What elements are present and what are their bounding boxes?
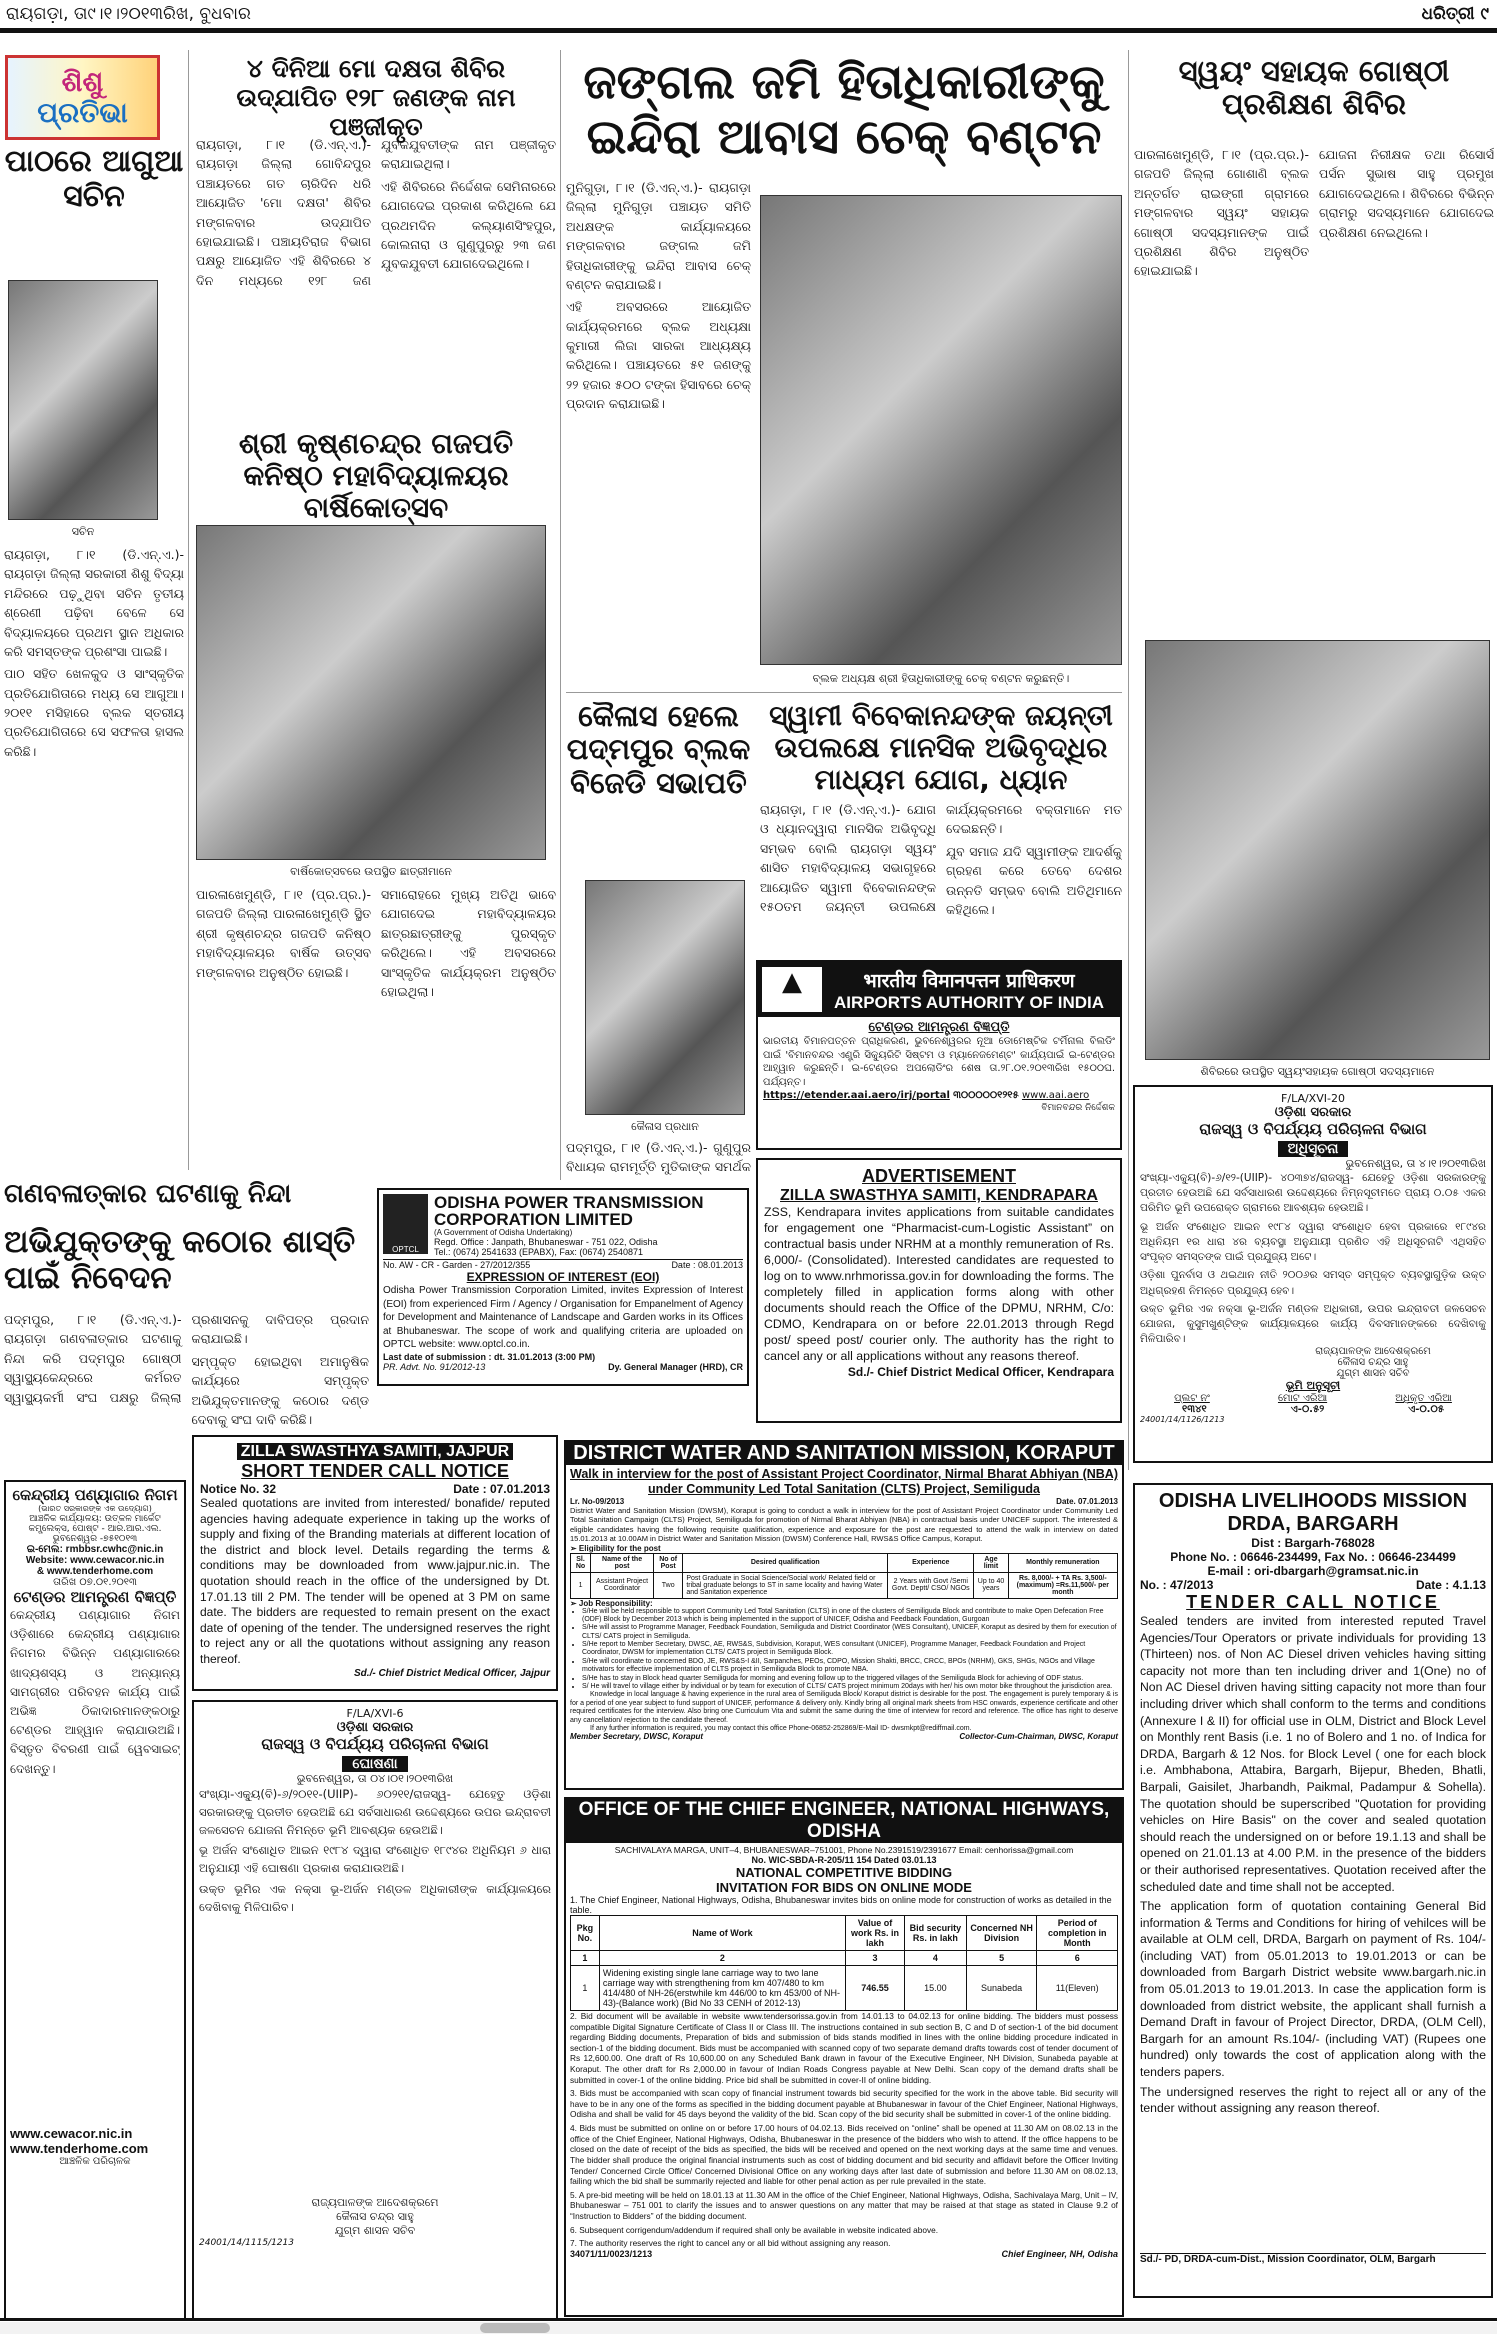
col: 4	[904, 1951, 966, 1966]
college-photo	[196, 525, 546, 860]
divider	[1128, 50, 1129, 1470]
divider	[560, 50, 561, 1180]
col: Desired qualification	[683, 1553, 888, 1572]
aai-title: AIRPORTS AUTHORITY OF INDIA	[833, 992, 1105, 1012]
col: Concerned NH Division	[966, 1916, 1037, 1951]
paragraph: ଏହି ଅବସରରେ ଆୟୋଜିତ କାର୍ଯ୍ୟକ୍ରମରେ ବ୍ଲକ ଅଧ୍ୟକ୍ଷା କୁମାରୀ ଲିଜା ସାରକା ଆଧ୍ୟକ୍ଷ୍ୟ କରିଥିଲେ। ପଞ୍ଚାୟତରେ ୫୧ ଜଣଙ୍କୁ ୨୨ ହଜାର ୫୦୦ ଟଙ୍କା ହିସାବରେ ଚେକ୍ ପ୍ରଦାନ କରାଯାଇଛି।	[566, 299, 751, 412]
paragraph: ପାରଳାଖେମୁଣ୍ଡି, ୮।୧ (ପ୍ର.ପ୍ର.)- ଗଜପତି ଜିଲ୍ଲା ପାରଳାଖେମୁଣ୍ଡି ସ୍ଥିତ ଶ୍ରୀ କୃଷ୍ଣଚନ୍ଦ୍ର ଗଜପତି କନିଷ୍ଠ ମହାବିଦ୍ୟାଳୟର ବାର୍ଷିକ ଉତ୍ସବ ମଙ୍ଗଳବାର ଅନୁଷ୍ଠିତ ହୋଇଛି।	[196, 887, 371, 980]
gana-body	[4, 1310, 369, 1430]
footer-rule	[0, 2318, 1497, 2321]
scrollbar-thumb[interactable]	[480, 2323, 550, 2333]
paragraph: ସଂଖ୍ୟା-ଏକ୍ୟୁ(ବି)-୬/୨୦୧୧-(UIIP)- ୬୦୨୧୧/ରାଜସ୍ୱ- ଯେହେତୁ ଓଡ଼ିଶା ସରକାରଙ୍କୁ ପ୍ରତୀତ ହେଉଅଛି ଯେ ସର୍ବସାଧାରଣ ଉଦ୍ଦେଶ୍ୟରେ ଉପର ଇନ୍ଦ୍ରାବତୀ ଜଳସେଚନ ଯୋଜନା ନିମନ୍ତେ ଭୂମି ଆବଶ୍ୟକ ହେଉଅଛି।	[199, 1787, 551, 1837]
paragraph: ରାୟଗଡ଼ା, ୮।୧ (ଡି.ଏନ୍.ଏ.)- ଯୋଗ ଓ ଧ୍ୟାନଦ୍ୱାରା ମାନସିକ ଅଭିବୃଦ୍ଧି ସମ୍ଭବ ବୋଲି ରାୟଗଡ଼ା ସ୍ୱୟଂ ଶାସିତ ମହାବିଦ୍ୟାଳୟ ସଭାଗୃହରେ ଆୟୋଜିତ ସ୍ୱାମୀ ବିବେକାନନ୍ଦଙ୍କ ୧୫୦ତମ ଜୟନ୍ତୀ ଉପଲକ୍ଷେ କାର୍ଯ୍ୟକ୍ରମରେ ବକ୍ତାମାନେ ମତ ଦେଇଛନ୍ତି।	[760, 802, 1122, 914]
header-rule	[0, 28, 1497, 33]
table-colnums	[571, 1951, 1118, 1966]
aai-site[interactable]: www.aai.aero	[1021, 1090, 1090, 1101]
nh-org: OFFICE OF THE CHIEF ENGINEER, NATIONAL HIGHWAYS, ODISHA	[566, 1799, 1122, 1843]
nh-title2: INVITATION FOR BIDS ON ONLINE MODE	[716, 1880, 972, 1895]
dwsm-ad	[564, 1440, 1124, 1790]
gana-headline2: ଅଭିଯୁକ୍ତଙ୍କୁ କଠୋର ଶାସ୍ତି ପାଇଁ ନିବେଦନ	[4, 1224, 356, 1296]
paragraph: ଭୂ ଅର୍ଜନ ସଂଶୋଧିତ ଆଇନ ୧୯୮୪ ଦ୍ୱାରା ସଂଶୋଧିତ ୧୮୯୪ର ଅଧିନିୟମ ୬ ଧାରା ଅନୁଯାୟୀ ଏହି ଘୋଷଣା ପ୍ରକାଶ କରାଯାଉଅଛି।	[199, 1843, 551, 1876]
col: 5	[966, 1951, 1037, 1966]
notice20-code: F/LA/XVI-20	[1281, 1092, 1345, 1105]
swayam-caption: ଶିବିରରେ ଉପସ୍ଥିତ ସ୍ୱୟଂସହାୟକ ଗୋଷ୍ଠୀ ସଦସ୍ୟମାନେ	[1200, 1065, 1435, 1078]
paragraph: • S/He will assist to Programme Manager, Feedback Foundation, Semiliguda and District Coordinator (WES Consultant), UNICEF, Koraput as desired by them for execution of CLTS/ CATS project in Semiliguda.	[582, 1624, 1118, 1641]
aai-subtitle: ଟେଣ୍ଡର ଆମନ୍ତ୍ରଣ ବିଜ୍ଞପ୍ତି	[868, 1020, 1010, 1035]
paragraph: ଉକ୍ତ ଭୂମିର ଏକ ନକ୍ସା ଭୂ-ଅର୍ଜନ ମଣ୍ଡଳ ଅଧିକାରୀଙ୍କ କାର୍ଯ୍ୟାଳୟରେ ଦେଖିବାକୁ ମିଳିପାରିବ।	[199, 1882, 551, 1914]
college-caption: ବାର୍ଷିକୋତ୍ସବରେ ଉପସ୍ଥିତ ଛାତ୍ରୀମାନେ	[290, 865, 452, 878]
kendrapara-title: ADVERTISEMENT	[861, 1166, 1016, 1186]
table-header	[571, 1553, 1118, 1572]
gana-headline: ଗଣବଳାତ୍କାର ଘଟଣାକୁ ନିନ୍ଦା	[4, 1179, 292, 1209]
dwsm-contact: If any further information is required, you may contact this office Phone-06852-252869/E-Mail ID- dwsmkpt@rediffmail.com.	[590, 1724, 972, 1732]
swayam-body	[1134, 145, 1494, 635]
jungle-photo	[760, 195, 1122, 665]
swayam-headline: ସ୍ୱୟଂ ସହାୟକ ଗୋଷ୍ଠୀ ପ୍ରଶିକ୍ଷଣ ଶିବିର	[1178, 54, 1450, 122]
notice20-dept: ରାଜସ୍ୱ ଓ ବିପର୍ଯ୍ୟୟ ପରିଚାଳନା ବିଭାଗ	[1199, 1120, 1427, 1138]
col: ଅଧିକୃତ ଏରିଆ	[1395, 1393, 1452, 1404]
paragraph: The application form of quotation containing General Bid information & Terms and Conditions for hiring of vehilces will be available at OLM cell, DRDA, Bargarh on payment of Rs. 104/- (including VAT) from 05.01.2013 to 19.01.2013 or can be downloaded from Bargarh District website www.bargarh.nic.in from 05.01.2013 to 19.01.2013. In case the application form is downloaded from district website, the applicant shall furnish a Demand Draft in favour of Project Director, DRDA, (OLM Cell), Bargarh for an amount Rs.104/- (including VAT) (Rupees one hundred) only towards the cost of application along with the tenders papers.	[1140, 1899, 1486, 2080]
notice6-sign3: ଯୁଗ୍ମ ଶାସନ ସଚିବ	[334, 2224, 416, 2237]
page-label: ଧରିତ୍ରୀ ୯	[1421, 4, 1489, 24]
dateline: ରାୟଗଡ଼ା, ତା୯।୧।୨୦୧୩ରିଖ, ବୁଧବାର	[6, 4, 251, 24]
kendrapara-org: ZILLA SWASTHYA SAMITI, KENDRAPARA	[780, 1187, 1098, 1204]
cell: ଏ-୦.୦୫	[1408, 1404, 1444, 1415]
paragraph: ପଦ୍ମପୁର, ୮।୧ (ଡି.ଏନ୍.ଏ.)- ରାୟଗଡ଼ା ଗଣବଳାତ୍କାର ଘଟଣାକୁ ନିନ୍ଦା କରି ପଦ୍ମପୁର ଗୋଷ୍ଠୀ ସ୍ୱାସ୍ଥ୍ୟକେନ୍ଦ୍ରରେ କର୍ମରତ ସ୍ୱାସ୍ଥ୍ୟକର୍ମୀ ସଂଘ ପକ୍ଷରୁ ଜିଲ୍ଲା ପ୍ରଶାସନକୁ ଦାବିପତ୍ର ପ୍ରଦାନ କରାଯାଇଛି।	[4, 1312, 369, 1405]
col: Value of work Rs. in lakh	[845, 1916, 904, 1951]
notice-6	[192, 1700, 558, 2320]
col: 6	[1037, 1951, 1118, 1966]
olm-title: TENDER CALL NOTICE	[1186, 1592, 1440, 1612]
col: Name of Work	[599, 1916, 845, 1951]
cwc-sign: ଆଞ୍ଚଳିକ ପରିଚାଳକ	[59, 2156, 131, 2167]
paragraph: ପଦ୍ମପୁର, ୮।୧ (ଡି.ଏନ୍.ଏ.)- ଗୁଣୁପୁର ବିଧାୟକ ରାମମୂର୍ତ୍ତି ମୁତିକାଙ୍କ ସମର୍ଥକ	[566, 1140, 751, 1175]
shishu-pratibha-logo	[5, 55, 160, 140]
col: 3	[845, 1951, 904, 1966]
jajpur-sign: Sd./- Chief District Medical Officer, Jajpur	[354, 1667, 550, 1679]
olm-date: Date : 4.1.13	[1415, 1578, 1486, 1592]
paragraph: ଉକ୍ତ ଭୂମିର ଏକ ନକ୍ସା ଭୂ-ଅର୍ଜନ ମଣ୍ଡଳ ଅଧିକାରୀ, ଉପର ଇନ୍ଦ୍ରାବତୀ ଜଳସେଚନ ଯୋଜନା, କୁସୁମଖୁଣ୍ଟିଙ୍କ କାର୍ଯ୍ୟାଳୟରେ କାର୍ଯ୍ୟ ଦିବସମାନଙ୍କରେ ଦେଖିବାକୁ ମିଳିପାରିବ।	[1140, 1302, 1486, 1346]
nh-ref: 34071/11/0023/1213	[570, 2248, 653, 2259]
divider	[188, 50, 189, 1170]
cell: 1	[571, 1966, 600, 2011]
logo-top: ଶିଶୁ	[61, 64, 104, 98]
kendrapara-body: ZSS, Kendrapara invites applications from suitable candidates for engagement one “Pharmacist-cum-Logistic Assistant” on contractual basis under NRHM at a monthly remuneration of Rs. 6,000/- (Consolidated). Interested candidates are requested to log on to www.nrhmorissa.gov.in for downloading the forms. The completely filled in application forms along with other documents should reach the Office of the DPMU, NRHM, C/o: CDMO, Kendrapara on or before 22.01.2013 through Regd post/ speed post/ courier only. The authority has the right to cancel any or all applications without any reasons thereof.	[764, 1205, 1114, 1363]
nh-no: No. WIC-SBDA-R-205/11 154 Dated 03.01.13	[751, 1855, 937, 1865]
paragraph: ଏହି ଶିବିରରେ ନିର୍ଦ୍ଦେଶକ ସେମିନାରରେ ଯୋଗଦେଇ ପ୍ରକାଶ କରିଥିଲେ ଯେ ପ୍ରଥମଦିନ କଲ୍ୟାଣସିଂହପୁର, କୋଲନାରା ଓ ଗୁଣୁପୁରରୁ ୨୩ ଜଣ ଯୁବକଯୁବତୀ ଯୋଗଦେଇଥିଲେ।	[381, 178, 556, 272]
nh-ad	[564, 1797, 1124, 2317]
col: 1	[571, 1951, 600, 1966]
paragraph: ପାରଳାଖେମୁଣ୍ଡି, ୮।୧ (ପ୍ର.ପ୍ର.)- ଗଜପତି ଜିଲ୍ଲା ଗୋଶାଣି ବ୍ଲକ ଅନ୍ତର୍ଗତ ରାଇଙ୍ଗୀ ଗ୍ରାମରେ ମଙ୍ଗଳବାର ସ୍ୱୟଂ ସହାୟକ ଗୋଷ୍ଠୀ ସଦସ୍ୟମାନଙ୍କ ପାଇଁ ପ୍ରଶିକ୍ଷଣ ଶିବିର ଅନୁଷ୍ଠିତ ହୋଇଯାଇଛି।	[1134, 147, 1309, 279]
kailash-headline: କୈଳାସ ହେଲେ ପଦ୍ମପୁର ବ୍ଲକ ବିଜେଡି ସଭାପତି	[566, 699, 751, 800]
notice20-sign2: କୈଳାସ ଚନ୍ଦ୍ର ସାହୁ	[1337, 1357, 1409, 1368]
dwsm-resp-title: ➢ Job Responsibility:	[570, 1598, 653, 1608]
notice6-body	[199, 1786, 551, 2196]
col: ପ୍ଲଟ ନଂ	[1174, 1393, 1210, 1404]
olm-paras	[1140, 1613, 1486, 2253]
olm-org1: ODISHA LIVELIHOODS MISSION	[1158, 1490, 1468, 1512]
daksha-headline: ୪ ଦିନିଆ ମୋ ଦକ୍ଷତା ଶିବିର ଉଦ୍‌ଯାପିତ ୧୨୮ ଜଣଙ୍କ ନାମ ପଞ୍ଜୀକୃତ	[236, 54, 516, 141]
paragraph: ରାୟଗଡ଼ା, ୮।୧ (ଡି.ଏନ୍.ଏ.)- ରାୟଗଡ଼ା ଜିଲ୍ଲା ଗୋବିନ୍ଦପୁର ପଞ୍ଚାୟତରେ ଗତ ଚାରିଦିନ ଧରି ଆୟୋଜିତ 'ମୋ ଦକ୍ଷତା' ଶିବିର ମଙ୍ଗଳବାର ଉଦ୍‌ଯାପିତ ହୋଇଯାଇଛି। ପଞ୍ଚାୟତିରାଜ ବିଭାଗ ପକ୍ଷରୁ ଆୟୋଜିତ ଏହି ଶିବିରରେ ୪ ଦିନ ମଧ୍ୟରେ ୧୨୮ ଜଣ ଯୁବକଯୁବତୀଙ୍କ ନାମ ପଞ୍ଜୀକୃତ କରାଯାଇଥିଲା।	[196, 137, 556, 288]
nh-p1: 1. The Chief Engineer, National Highways, Odisha, Bhubaneswar invites bids on online mode for construction of works as detailed in the table.	[570, 1895, 1112, 1915]
paragraph: ସମାରୋହରେ ମୁଖ୍ୟ ଅତିଥି ଭାବେ ଯୋଗଦେଇ ମହାବିଦ୍ୟାଳୟର ଛାତ୍ରଛାତ୍ରୀଙ୍କୁ ପୁରସ୍କୃତ କରିଥିଲେ। ଏହି ଅବସରରେ ସାଂସ୍କୃତିକ କାର୍ଯ୍ୟକ୍ରମ ଅନୁଷ୍ଠିତ ହୋଇଥିଲା।	[381, 887, 556, 999]
nh-table	[570, 1915, 1118, 2011]
divider	[566, 692, 1122, 693]
dwsm-org: DISTRICT WATER AND SANITATION MISSION, KORAPUT	[566, 1442, 1122, 1465]
paragraph: 2. Bid document will be available in website www.tendersorissa.gov.in from 14.01.13 to 04.02.13 for online bidding. The bidders must possess compatible Digital Signature Certificate of Class II or Class III. The instructions contained in sub section B, C and D of section-1 of the bid document regarding Bidding documents, Preparation of bids and submission of bids stands modified in lines with the online bidding procedure indicated in section-1 of the bidding document. Bids must be accompanied with scanned copy of two separate demand drafts towards cost of tender document of Rs 12,600.00. One draft of Rs 10,600.00 on any Scheduled Bank drawn in favour of the Executive Engineer, NH Division, Sunabeda payable at Koraput. The other draft for Rs 2,000.00 in favour of Indian Roads Congress payable at New Delhi. Scan copy of the demand drafts shall be submitted in cover-1 of the online bidding. Price bid shall be submitted in cover-II of online bidding.	[570, 2011, 1118, 2085]
swami-body	[760, 800, 1122, 950]
cell: Post Graduate in Social Science/Social work/ Related field or tribal graduate belongs to ST in same locality and having Water and Sanitation experience	[683, 1572, 888, 1598]
cwc-date: ତାରିଖ ୦୭.୦୧.୨୦୧୩	[53, 1577, 137, 1588]
cell: Two	[654, 1572, 683, 1598]
notice6-code: F/LA/XVI-6	[346, 1707, 404, 1720]
cell: Up to 40 years	[974, 1572, 1008, 1598]
olm-dist: Dist : Bargarh-768028	[1251, 1536, 1375, 1550]
optcl-date: Date : 08.01.2013	[671, 1260, 743, 1270]
nh-sign: Chief Engineer, NH, Odisha	[1001, 2248, 1118, 2259]
col: Sl. No	[571, 1553, 591, 1572]
paragraph: 6. Subsequent corrigendum/addendum if required shall only be available in website indicated above.	[570, 2224, 939, 2235]
jajpur-no: Notice No. 32	[200, 1482, 277, 1496]
cwc-web3[interactable]: www.cewacor.nic.in	[10, 2126, 133, 2141]
notice20-sign1: ରାଜ୍ୟପାଳଙ୍କ ଆଦେଶକ୍ରମେ	[1315, 1346, 1431, 1357]
paragraph: ପାଠ ସହିତ ଖେଳକୁଦ ଓ ସାଂସ୍କୃତିକ ପ୍ରତିଯୋଗିତାରେ ମଧ୍ୟ ସେ ଆଗୁଆ। ୨୦୧୧ ମସିହାରେ ବ୍ଲକ ସ୍ତରୀୟ ପ୍ରତିଯୋଗିତାରେ ସେ ସଫଳତା ହାସଲ କରିଛି।	[4, 666, 184, 759]
jajpur-title: SHORT TENDER CALL NOTICE	[241, 1461, 509, 1481]
shishu-body	[4, 545, 184, 1145]
cell: Widening existing single lane carriage way to two lane carriage way with strengthening from km 407/480 to km 414/480 of NH-26(erstwhile km 446/00 to km 453/00 of NH-43)-(Balance work) (Bid No 33 CENH of 2012-13)	[599, 1966, 845, 2011]
notice20-sign3: ଯୁଗ୍ମ ଶାସନ ସଚିବ	[1336, 1368, 1410, 1379]
notice6-sign1: ରାଜ୍ୟପାଳଙ୍କ ଆଦେଶକ୍ରମେ	[311, 2196, 439, 2209]
swayam-photo	[1145, 640, 1490, 1060]
col: 2	[599, 1951, 845, 1966]
cell: 11(Eleven)	[1037, 1966, 1118, 2011]
paragraph: ରାୟଗଡ଼ା, ୮।୧ (ଡି.ଏନ୍.ଏ.)- ରାୟଗଡ଼ା ଜିଲ୍ଲା ସରକାରୀ ଶିଶୁ ବିଦ୍ୟା ମନ୍ଦିରରେ ପଢ଼ୁଥିବା ସଚିନ ତୃତୀୟ ଶ୍ରେଣୀ ପଢ଼ିବା ବେଳେ ସେ ବିଦ୍ୟାଳୟରେ ପ୍ରଥମ ସ୍ଥାନ ଅଧିକାର କରି ସମସ୍ତଙ୍କ ପ୍ରଶଂସା ପାଇଛି।	[4, 547, 184, 659]
optcl-sub: (A Government of Odisha Undertaking)	[434, 1228, 573, 1237]
logo-bottom: ପ୍ରତିଭା	[37, 95, 128, 129]
cwc-addr: ଆଞ୍ଚଳିକ କାର୍ଯ୍ୟାଳୟ: ଉତ୍କଳ ମାର୍କେଟ କମ୍ପ୍ଲେକ୍ସ, ପୋଷ୍ଟ - ଆର.ଆର.ଏଲ. ଭୁବନେଶ୍ୱର -୭୫୧୦୧୩	[28, 1514, 162, 1544]
aai-sign: ବିମାନବନ୍ଦର ନିର୍ଦ୍ଦେଶକ	[1041, 1102, 1115, 1113]
cwc-sub: (ଭାରତ ସରକାରଙ୍କ ଏକ ଉଦ୍ୟୋଗ)	[38, 1504, 152, 1513]
notice6-dept: ରାଜସ୍ୱ ଓ ବିପର୍ଯ୍ୟୟ ପରିଚାଳନା ବିଭାଗ	[261, 1735, 489, 1753]
paragraph: • S/He report to Member Secretary, DWSC, AE, RWS&S, Subdivision, Koraput, WES consultant (UNICEF), Programme Manager, Feedback Foundation and Project Coordinator, DWSM for implementation CLTS/ CATS project in Semiliguda Block.	[582, 1641, 1118, 1658]
col: Bid security Rs. in lakh	[904, 1916, 966, 1951]
shishu-headline: ପାଠରେ ଆଗୁଆ ସଚିନ	[4, 144, 184, 214]
aai-link[interactable]: https://etender.aai.aero/irj/portal	[763, 1090, 950, 1101]
optcl-pr: PR. Advt. No. 91/2012-13	[383, 1361, 486, 1372]
optcl-body: Odisha Power Transmission Corporation Limited, invites Expression of Interest (EOI) from experienced Firm / Agency / Organisation for Empanelment of Agency for Development and Maintenance of Landscape and Garden works in its Offices at Bhubaneswar. The scope of work and qualifying criteria are uploaded on OPTCL website: www.optcl.co.in.	[383, 1285, 743, 1350]
paragraph: • S/He will be held responsible to support Community Led Total Sanitation (CLTS) in one of the clusters of Semiliguda Block and contribute to make Open Defecation Free (ODF) Block by December 2013 which is being implemented in the support of UNICEF, Odisha and Feedback Foundation, Gurgoan	[582, 1608, 1118, 1625]
paragraph: ଓଡ଼ିଶା ପୁନର୍ବାସ ଓ ଥଇଥାନ ନୀତି ୨୦୦୬ର ସମସ୍ତ ସମ୍ପୃକ୍ତ ବ୍ୟବସ୍ଥାଗୁଡ଼ିକ ଉକ୍ତ ଅଧିଗ୍ରହଣ ନିମନ୍ତେ ପ୍ରଯୁଜ୍ୟ ହେବ।	[1140, 1269, 1486, 1297]
optcl-title: EXPRESSION OF INTEREST (EOI)	[466, 1270, 660, 1284]
jungle-headline: ଜଙ୍ଗଲ ଜମି ହିତାଧିକାରୀଙ୍କୁ ଇନ୍ଦିରା ଆବାସ ଚେକ୍ ବଣ୍ଟନ	[583, 54, 1105, 166]
sachin-photo	[8, 280, 158, 520]
college-body	[196, 885, 556, 1170]
college-headline: ଶ୍ରୀ କୃଷ୍ଣଚନ୍ଦ୍ର ଗଜପତି କନିଷ୍ଠ ମହାବିଦ୍ୟାଳୟର ବାର୍ଷିକୋତ୍ସବ	[238, 427, 514, 525]
paragraph: 3. Bids must be accompanied with scan copy of financial instrument towards bid security specified for the work in the above table. Bid security will have to be in any one of the forms as specified in the bidding document payable at Bhubaneswar in favour of the Chief Engineer, National Highways, Odisha and shall be valid for 45 days beyond the validity of the bid. Scan copy of the bid security shall be submitted in cover-1 of the online bidding.	[570, 2088, 1118, 2120]
sachin-caption: ସଚିନ	[71, 525, 95, 538]
jungle-caption: ବ୍ଲକ ଅଧ୍ୟକ୍ଷ ଶ୍ରୀ ହିତାଧିକାରୀଙ୍କୁ ଚେକ୍ ବଣ୍ଟନ କରୁଛନ୍ତି।	[812, 672, 1070, 685]
swami-headline: ସ୍ୱାମୀ ବିବେକାନନ୍ଦଙ୍କ ଜୟନ୍ତୀ ଉପଲକ୍ଷେ ମାନସିକ ଅଭିବୃଦ୍ଧିର ମାଧ୍ୟମ ଯୋଗ, ଧ୍ୟାନ	[769, 699, 1113, 797]
aai-logo-icon: ▲	[762, 967, 822, 1012]
cwc-email: ଇ-ମେଲ: rmbbsr.cwhc@nic.in	[26, 1544, 164, 1555]
paragraph: 5. A pre-bid meeting will be held on 18.01.13 at 11.30 AM in the office of the Chief Engineer, National Highways, Odisha, Sachivalaya Marg, Unit – IV, Bhubaneswar – 751 001 to clarify the issues and to answer questions on any matter that may be raised at that stage as stated in Clause 9.2 of “Instruction to Bidders” of the bidding document.	[570, 2189, 1118, 2221]
jajpur-date: Date : 07.01.2013	[453, 1482, 550, 1496]
aai-body: ଭାରତୀୟ ବିମାନପତ୍ତନ ପ୍ରାଧିକରଣ, ଭୁବନେଶ୍ୱରର ନୂଆ ଡୋମେଷ୍ଟିକ ଟର୍ମିନାଲ ବିଲଡିଂ ପାଇଁ 'ବିମାନବନ୍ଦର ଏଣ୍ଟ୍ରି ସିକ୍ୟୁରିଟି ସିଷ୍ଟମ ଓ ମ୍ୟାନେଜମେଣ୍ଟ' କାର୍ଯ୍ୟପାଇଁ ଇ-ଟେଣ୍ଡର ଆହ୍ୱାନ କରୁଛନ୍ତି। ଇ-ଟେଣ୍ଡର ଅପଲୋଡିଂର ଶେଷ ତା.୨୮.୦୧.୨୦୧୩ରିଖ ୧୫୦୦ଘ. ପର୍ଯ୍ୟନ୍ତ।	[763, 1036, 1115, 1088]
kailash-body	[566, 1138, 751, 1178]
col: Experience	[888, 1553, 974, 1572]
cell: 2 Years with Govt /Semi Govt. Deptt/ CSO/ NGOs	[888, 1572, 974, 1598]
cell: ୧୩୪୧	[1182, 1404, 1207, 1415]
olm-email: E-mail : ori-dbargarh@gramsat.nic.in	[1207, 1564, 1419, 1578]
notice6-sign2: କୈଳାସ ଚନ୍ଦ୍ର ସାହୁ	[336, 2210, 414, 2223]
optcl-last: Last date of submission : dt. 31.01.2013 (3:00 PM)	[383, 1351, 596, 1362]
cwc-web[interactable]: Website: www.cewacor.nic.in	[25, 1555, 165, 1566]
optcl-no: No. AW - CR - Garden - 27/2012/355	[383, 1260, 531, 1270]
notice20-date: ଭୁବନେଶ୍ୱର, ତା ୪।୧।୨୦୧୩ରିଖ	[1345, 1157, 1486, 1170]
cwc-org: କେନ୍ଦ୍ରୀୟ ପଣ୍ୟାଗାର ନିଗମ	[12, 1486, 178, 1504]
cell: 746.55	[845, 1966, 904, 2011]
optcl-logo: OPTCL	[383, 1194, 428, 1254]
col: Age limit	[974, 1553, 1008, 1572]
cwc-ad	[4, 1480, 186, 2320]
nh-addr: SACHIVALAYA MARGA, UNIT–4, BHUBANESWAR–751001, Phone No.2391519/2391677 Email: cenhorissa@gmail.com	[614, 1845, 1074, 1855]
cwc-web4[interactable]: www.tenderhome.com	[10, 2141, 149, 2156]
dwsm-sign-left: Member Secretary, DWSC, Koraput	[570, 1731, 704, 1741]
cell: ଏ-୦.୫୨	[1290, 1404, 1325, 1415]
col: ମୋଟ ଏରିଆ	[1277, 1393, 1328, 1404]
jajpur-body: Sealed quotations are invited from interested/ bonafide/ reputed agencies having adequate experience in taking up the works of supply and fixing of the Branding materials at different location of the district and block level. Details regarding the terms & conditions may be downloaded from www.jajpur.nic.in. The quotation should reach in the office of the undersigned by Dt. 17.01.13 till 2 PM. The tender will be opened at 3 PM on same date. The bidders are requested to remain present on the exact date of opening of the tender. The undersigned reserves the right to reject any or all the quotations without assigning any reason thereof.	[200, 1496, 550, 1666]
dwsm-resp-list	[570, 1608, 1118, 1692]
dwsm-elig: ➢ Eligibility for the post	[570, 1543, 661, 1553]
paragraph: ସଂଖ୍ୟା-ଏକ୍ୟୁ(ବି)-୬/୧୨-(UIIP)- ୪୦୩୭୪/ରାଜସ୍ୱ- ଯେହେତୁ ଓଡ଼ିଶା ସରକାରଙ୍କୁ ପ୍ରତୀତ ହେଉଅଛି ଯେ ସର୍ବସାଧାରଣ ଉଦ୍ଦେଶ୍ୟରେ ନିମ୍ନସୂଚୀମତେ ପ୍ରାୟ ୦.୦୫ ଏକର ପରିମିତ ଭୂମି ଉପରୋକ୍ତ ଗ୍ରାମରେ ଆବଶ୍ୟକ ହେଉଅଛି।	[1140, 1172, 1486, 1215]
paragraph: ଯୁବ ସମାଜ ଯଦି ସ୍ୱାମୀଙ୍କ ଆଦର୍ଶକୁ ଗ୍ରହଣ କରେ ତେବେ ଦେଶର ଉନ୍ନତି ସମ୍ଭବ ବୋଲି ଅତିଥିମାନେ କହିଥିଲେ।	[946, 843, 1122, 917]
paragraph: 7. The authority reserves the right to cancel any or all bid without assigning any reason.	[570, 2238, 891, 2249]
optcl-name2: CORPORATION LIMITED	[434, 1210, 633, 1229]
dwsm-no: Lr. No-09/2013	[570, 1497, 625, 1506]
cwc-title: ଟେଣ୍ଡର ଆମନ୍ତ୍ରଣ ବିଜ୍ଞପ୍ତି	[13, 1588, 177, 1606]
olm-org2: DRDA, BARGARH	[1227, 1513, 1399, 1535]
jajpur-org: ZILLA SWASTHYA SAMITI, JAJPUR	[237, 1443, 513, 1460]
cell: Sunabeda	[966, 1966, 1037, 2011]
olm-ad	[1133, 1483, 1493, 2298]
paragraph: 4. Bids must be submitted on online on or before 17.00 hours of 04.02.13. Bids received on “online” shall be opened at 11.30 AM on 08.02.13 in the office of the Chief Engineer, National Highways, Odisha, Bhubaneswar in the presence of the bidders who wish to attend. If the office happens to be closed on the date of receipt of the bids as specified, the bids will be received and opened on the next working days at the same time and venues. The bidder shall produce the original financial instruments such as cost of bidding document and bid security and affidavit before the Officer Inviting Tender/ Concerned Circle Office/ Concerned Divisional Office on any working days after last date of submission and before 11.30 AM on 08.02.13, failing which the bid shall be summarily rejected and liable for other penal action as per rule prevailed in the state.	[570, 2123, 1118, 2187]
nh-points	[570, 2011, 1118, 2249]
optcl-tel: Tel.: (0674) 2541633 (EPABX), Fax: (0674) 2540871	[434, 1247, 643, 1257]
optcl-name1: ODISHA POWER TRANSMISSION	[434, 1193, 704, 1212]
horizontal-scrollbar[interactable]	[0, 2322, 1497, 2334]
cwc-web2[interactable]: & www.tenderhome.com	[36, 1566, 154, 1577]
aai-hindi: भारतीय विमानपत्तन प्राधिकरण	[863, 969, 1075, 992]
daksha-body	[196, 135, 556, 420]
kendrapara-sign: Sd./- Chief District Medical Officer, Kendrapara	[847, 1364, 1114, 1379]
cell: 15.00	[904, 1966, 966, 2011]
aai-ad	[756, 960, 1122, 1150]
dwsm-sign-right: Collector-Cum-Chairman, DWSC, Koraput	[959, 1731, 1118, 1741]
cell: Rs. 8,000/- + TA Rs. 3,500/- (maximum) =Rs.11,500/- per month	[1008, 1572, 1117, 1598]
dwsm-date: Date. 07.01.2013	[1056, 1497, 1118, 1506]
notice20-schedule-title: ଭୂମି ଅନୁସୂଚୀ	[1285, 1379, 1341, 1392]
col: Name of the post	[591, 1553, 654, 1572]
optcl-ad	[377, 1188, 749, 1386]
notice6-ref: 24001/14/1115/1213	[199, 2238, 294, 2248]
jungle-body	[566, 178, 751, 688]
col: Period of completion in Month	[1037, 1916, 1118, 1951]
cell: 1	[571, 1572, 591, 1598]
kailash-photo	[585, 880, 745, 1115]
notice6-title: ଘୋଷଣା	[342, 1756, 407, 1772]
paragraph: ମୁନିଗୁଡ଼ା, ୮।୧ (ଡି.ଏନ୍.ଏ.)- ରାୟଗଡ଼ା ଜିଲ୍ଲା ମୁନିଗୁଡ଼ା ପଞ୍ଚାୟତ ସମିତି ଅଧକ୍ଷଙ୍କ କାର୍ଯ୍ୟାଳୟରେ ମଙ୍ଗଳବାର ଜଙ୍ଗଲ ଜମି ହିତାଧିକାରୀଙ୍କୁ ଇନ୍ଦିରା ଆବାସ ଚେକ୍ ବଣ୍ଟନ କରାଯାଇଛି।	[566, 180, 751, 292]
table-header	[571, 1916, 1118, 1951]
paragraph: • S/He will coordinate to concerned BDO, JE, RWS&S-I &II, Sarpanches, PEOs, CDPO, Mission Shakti, BRCC, CRCC, BPOs (NRHM), GKS, SHGs, NGOs and Village motivators for effective implementation of CLTS project in Semiliguda Block to promote NBA.	[582, 1658, 1118, 1675]
optcl-sign: Dy. General Manager (HRD), CR	[608, 1361, 743, 1372]
notice6-date: ଭୁବନେଶ୍ୱର, ତା ୦୪।୦୧।୨୦୧୩ରିଖ	[296, 1772, 454, 1785]
nh-title1: NATIONAL COMPETITIVE BIDDING	[735, 1865, 953, 1880]
cwc-body: କେନ୍ଦ୍ରୀୟ ପଣ୍ୟାଗାର ନିଗମ ଓଡ଼ିଶାରେ କେନ୍ଦ୍ରୀୟ ପଣ୍ୟାଗାର ନିଗମର ବିଭିନ୍ନ ପଣ୍ୟାଗାରରେ ଖାଦ୍ୟଶସ୍ୟ ଓ ଅନ୍ୟାନ୍ୟ ସାମଗ୍ରୀର ପରିବହନ କାର୍ଯ୍ୟ ପାଇଁ ଅଭିଜ୍ଞ ଠିକାଦାରମାନଙ୍କଠାରୁ ଟେଣ୍ଡର ଆହ୍ୱାନ କରାଯାଉଅଛି। ବିସ୍ତୃତ ବିବରଣୀ ପାଇଁ ୱେବସାଇଟ୍ ଦେଖନ୍ତୁ।	[10, 1608, 180, 1776]
notice-20	[1133, 1085, 1493, 1463]
aai-tender-id: ୩୦୦୦୦୦୧୨୧୫	[953, 1090, 1019, 1101]
col: Monthly remuneration	[1008, 1553, 1117, 1572]
notice20-gov: ଓଡ଼ିଶା ସରକାର	[1274, 1105, 1352, 1120]
paragraph: The undersigned reserves the right to reject all or any of the tender without assigning any reason thereof.	[1140, 2084, 1486, 2116]
dwsm-table	[570, 1553, 1118, 1599]
table-row	[571, 1572, 1118, 1598]
notice20-title: ଅଧିସୂଚନା	[1278, 1141, 1349, 1157]
cell: Assistant Project Coordinator	[591, 1572, 654, 1598]
olm-sign: Sd./- PD, DRDA-cum-Dist., Mission Coordinator, OLM, Bargarh	[1140, 2253, 1486, 2265]
paragraph: Sealed tenders are invited from interested reputed Travel Agencies/Tour Operators or private individuals for providing 13 (Thirteen) nos. of Non AC Diesel driven vehicles having sitting capacity not more than ten including driver and 1(One) no of Non AC Diesel driven having sitting capacity not more than four including driver which shall conform to the terms and conditions (Annexure I & II) for official use in OLM, District and Block Level on Monthly rent Basis (i.e. 1 no of Bolero and 1 no. of Indica for DRDA, Bargarh & 12 Nos. for Block Level ( one for each block i.e. Ambhabona, Attabira, Bargarh, Bijepur, Bheden, Bhatli, Barpali, Gaisilet, Jharbandh, Paikmal, Padampur & Sohella). The quotation should be superscribed "Quotation for providing vehicles on Hire Basis" on the cover and sealed quotation should reach the undersigned on or before 19.1.13 and shall be opened on 21.01.13 at 4.00 P.M. in the presence of the bidders or their authorised representatives. Quotation received after the scheduled date and time shall not be accepted.	[1140, 1614, 1486, 1894]
notice6-gov: ଓଡ଼ିଶା ସରକାର	[336, 1720, 414, 1735]
dwsm-title: Walk in interview for the post of Assistant Project Coordinator, Nirmal Bharat Abhiyan (NBA) under Community Led Total Sanitation (CLTS) Project, Semiliguda	[570, 1467, 1118, 1496]
paragraph: ସମ୍ପୃକ୍ତ ହୋଇଥିବା ଅମାନୁଷିକ କାର୍ଯ୍ୟରେ ସମ୍ପୃକ୍ତ ଅଭିଯୁକ୍ତମାନଙ୍କୁ କଠୋର ଦଣ୍ଡ ଦେବାକୁ ସଂଘ ଦାବି କରିଛି।	[191, 1353, 369, 1427]
olm-phone: Phone No. : 06646-234499, Fax No. : 06646-234499	[1170, 1550, 1456, 1564]
paragraph: ଯୋଜନା ନିରୀକ୍ଷକ ତଥା ରିସୋର୍ସ ପର୍ସନ ସୁଭାଷ ସାହୁ ପ୍ରମୁଖ ଯୋଗଦେଇଥିଲେ। ଶିବିରରେ ବିଭିନ୍ନ ଗ୍ରାମରୁ ସଦସ୍ୟମାନେ ଯୋଗଦେଇ ପ୍ରଶିକ୍ଷଣ ନେଇଥିଲେ।	[1319, 147, 1494, 240]
dwsm-note: Knowledge in local language & having experience in the rural area of Semiliguda Block/ Koraput district is desirable for the post. The engagement is purely temporary & is for a period of one year subject to fund support of UNICEF, performance & delivery only. Kindly bring all original mark sheets from HSC onwards, experience certificate and other required certificates for the interview. Also bring one Curriculum Vita and submit the same during the time of interview for record and reference. The office has right to deserve any cancellation/ rejection to the candidate thereof.	[570, 1691, 1118, 1724]
kailash-caption: କୈଳାସ ପ୍ରଧାନ	[631, 1120, 699, 1133]
col: Pkg No.	[571, 1916, 600, 1951]
notice20-body	[1140, 1171, 1486, 1346]
kendrapara-ad	[756, 1158, 1122, 1423]
jajpur-ad	[192, 1435, 558, 1691]
paragraph: • S/He has to stay in Block head quarter Semiliguda for morning and evening follow up to the triggered villages of the Semiliguda Block for achieving of ODF status.	[582, 1675, 1118, 1683]
optcl-addr: Regd. Office : Janpath, Bhubaneswar - 751 022, Odisha	[434, 1237, 658, 1247]
paragraph: • S/ He will travel to village either by individual or by team for execution of CLTS/ CATS project minimum 20days with her/ his own motor bike throughout the jurisdiction area.	[582, 1683, 1118, 1691]
col: No of Post	[654, 1553, 683, 1572]
table-row	[571, 1966, 1118, 2011]
dwsm-intro: District Water and Sanitation Mission (DWSM), Koraput is going to conduct a walk in interview for the post of Assistant Project Coordinator under Community Led Total Sanitation Campaign (CLTS) Project, Semiliguda for promotion of Nirmal Bharat Abhiyan (NBA) in contractual basis under UNICEF support. The interested & eligible candidates having the following requisite qualification, experience and exposure for the post are requested to attend the walk in interview on dated 15.01.2013 at 10.00AM in District Water and Sanitation Mission (DWSM) Conference Hall, RWS&S Office Campus, Koraput.	[570, 1506, 1118, 1544]
paragraph: ଭୂ ଅର୍ଜନ ସଂଶୋଧିତ ଆଇନ ୧୯୮୪ ଦ୍ୱାରା ସଂଶୋଧିତ ହେବା ପ୍ରକାରେ ୧୮୯୪ର ଅଧିନିୟମ ୧ର ଧାରା ୪ର ବ୍ୟବସ୍ଥା ଅନୁଯାୟୀ ପ୍ରଣିତ ଏହି ଅଧିସୂଚନାଟି ଏଥିସହିତ ସଂପୃକ୍ତ ସମସ୍ତଙ୍କ ପାଇଁ ପ୍ରଯୁଜ୍ୟ ଅଟେ।	[1140, 1220, 1486, 1264]
olm-no: No. : 47/2013	[1140, 1578, 1214, 1592]
notice20-ref: 24001/14/1126/1213	[1140, 1415, 1225, 1424]
